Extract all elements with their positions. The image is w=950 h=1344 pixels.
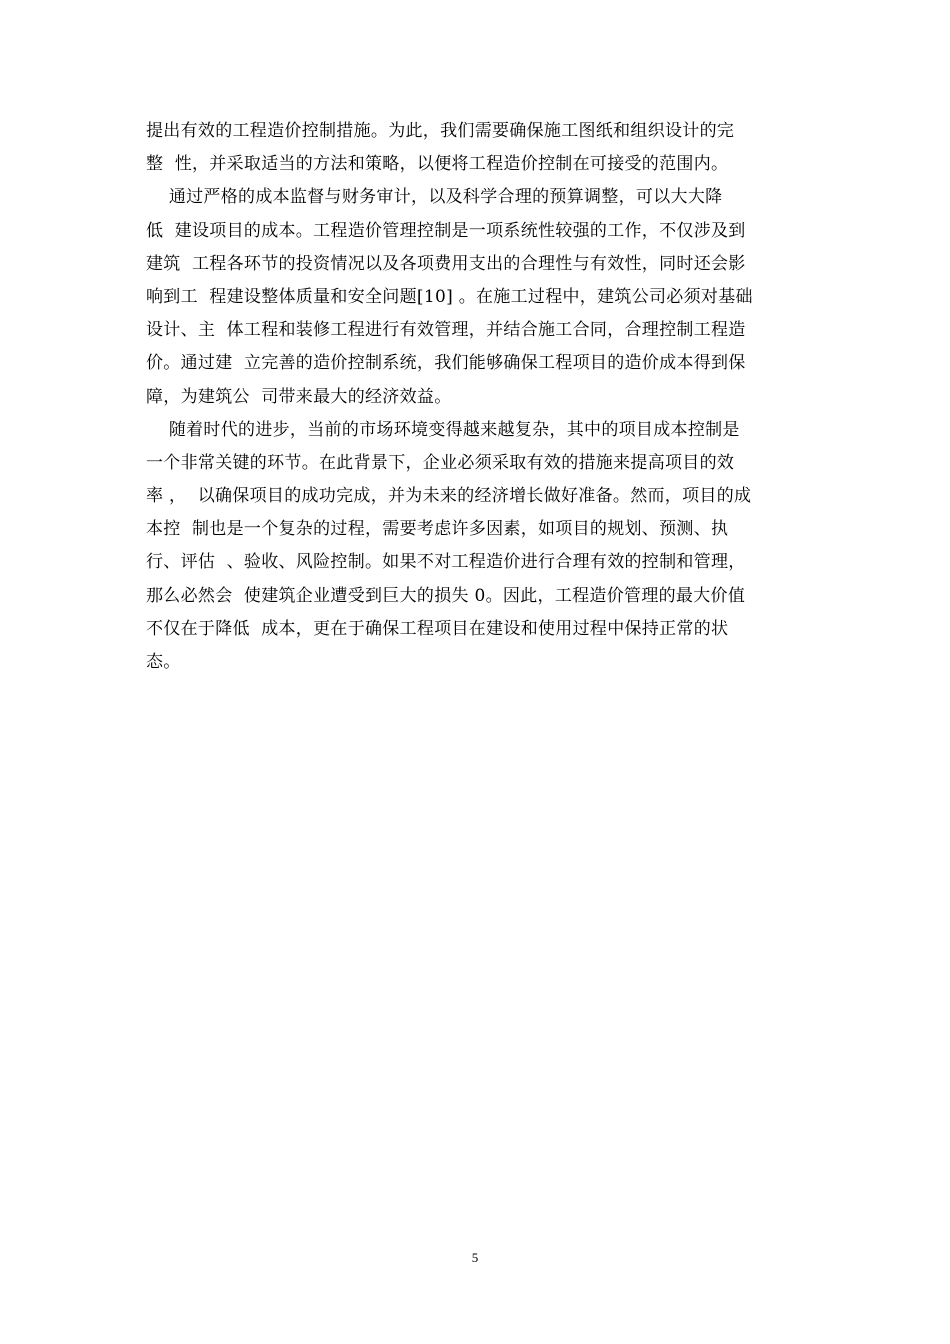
text-line: 不仅在于降低 成本，更在于确保工程项目在建设和使用过程中保持正常的状 xyxy=(146,618,729,639)
text-line: 设计、主 体工程和装修工程进行有效管理，并结合施工合同，合理控制工程造 xyxy=(146,320,746,341)
text-line: 随着时代的进步，当前的市场环境变得越来越复杂，其中的项目成本控制是 xyxy=(146,419,740,440)
text-line: 本控 制也是一个复杂的过程，需要考虑许多因素，如项目的规划、预测、执 xyxy=(146,519,729,540)
text-line: 障，为建筑公 司带来最大的经济效益。 xyxy=(146,386,452,407)
text-line: 整 性，并采取适当的方法和策略，以便将工程造价控制在可接受的范围内。 xyxy=(146,154,729,175)
text-line: 低 建设项目的成本。工程造价管理控制是一项系统性较强的工作，不仅涉及到 xyxy=(146,220,746,241)
text-line: 一个非常关键的环节。在此背景下，企业必须采取有效的措施来提高项目的效 xyxy=(146,452,735,473)
text-line: 那么必然会 使建筑企业遭受到巨大的损失 0。因此，工程造价管理的最大价值 xyxy=(146,585,746,606)
text-line: 态。 xyxy=(146,652,181,672)
text-line: 响到工 程建设整体质量和安全问题[10] 。在施工过程中，建筑公司必须对基础 xyxy=(146,286,753,307)
text-line: 提出有效的工程造价控制措施。为此，我们需要确保施工图纸和组织设计的完 xyxy=(146,121,735,141)
body-text xyxy=(146,115,812,679)
page-number: 5 xyxy=(471,1250,479,1265)
text-line: 行、评估 、验收、风险控制。如果不对工程造价进行合理有效的控制和管理， xyxy=(146,552,746,573)
text-line: 通过严格的成本监督与财务审计，以及科学合理的预算调整，可以大大降 xyxy=(146,187,723,208)
text-line: 价。通过建 立完善的造价控制系统，我们能够确保工程项目的造价成本得到保 xyxy=(146,353,746,374)
text-line: 率 ， 以确保项目的成功完成，并为未来的经济增长做好准备。然而，项目的成 xyxy=(146,486,752,507)
text-line: 建筑 工程各环节的投资情况以及各项费用支出的合理性与有效性，同时还会影 xyxy=(146,253,746,274)
